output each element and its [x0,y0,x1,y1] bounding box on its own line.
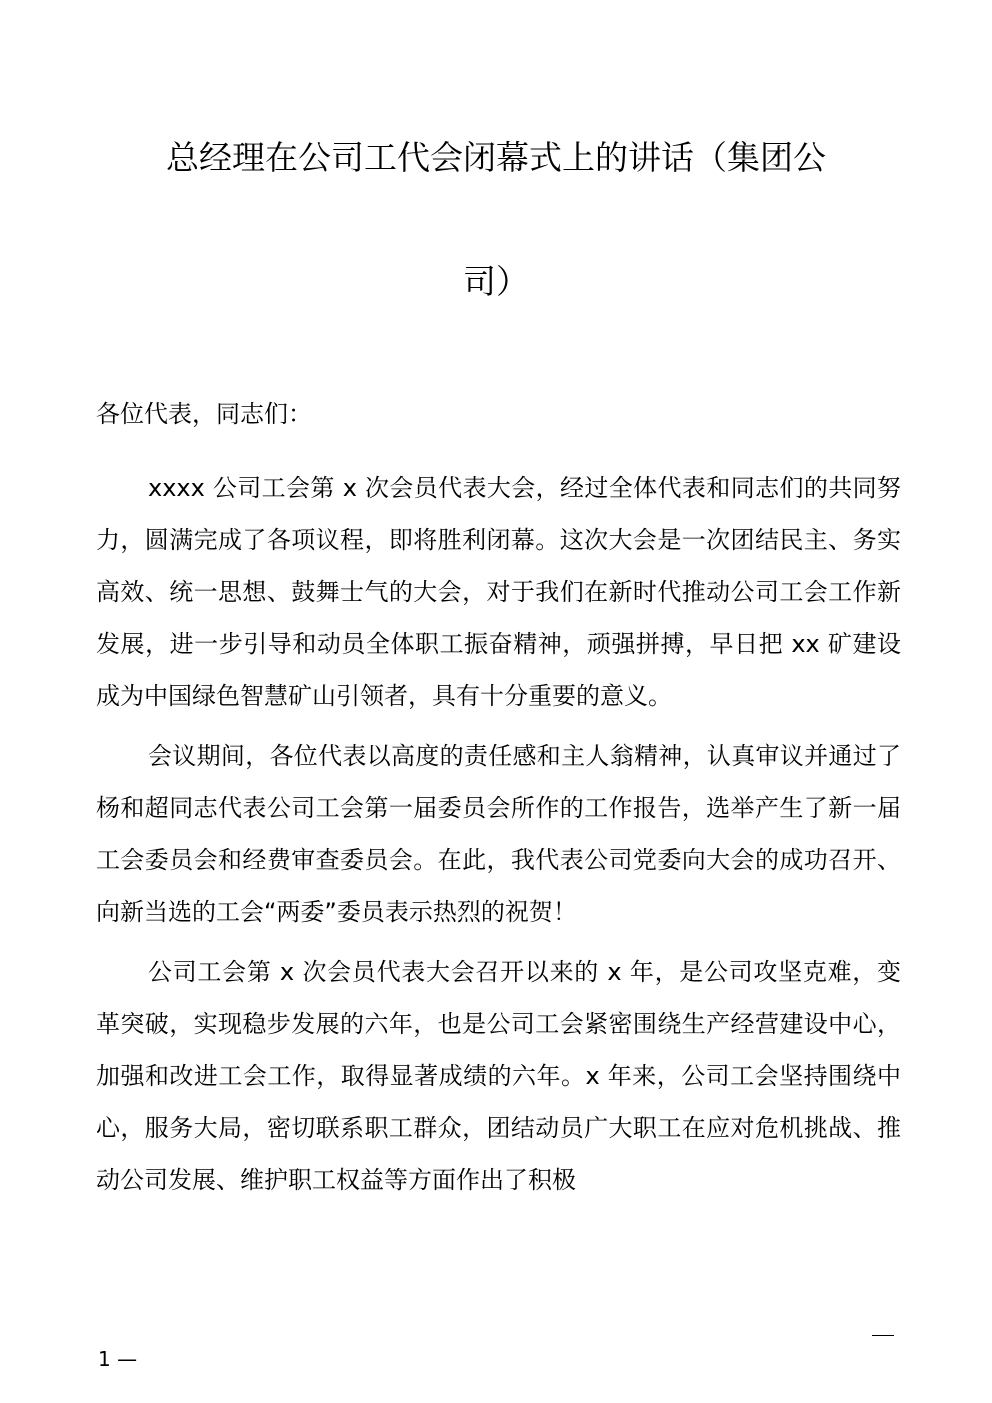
document-title-line-1: 总经理在公司工代会闭幕式上的讲话（集团公 [166,138,826,177]
paragraph-1: xxxx 公司工会第 x 次会员代表大会，经过全体代表和同志们的共同努力，圆满完成了各项议程，即将胜利闭幕。这次大会是一次团结民主、务实高效、统一思想、鼓舞士气的大会，对于我们在新时代推动公司工会工作新发展，进一步引导和动员全体职工振奋精神，顽强拼搏，早日把 xx 矿建设成为中国绿色智慧矿山引领者，具有十分重要的意义。 [96,474,901,710]
page-number: 1 — [98,1347,138,1371]
footer-rule [872,1335,894,1336]
document-body [96,462,901,1214]
salutation: 各位代表，同志们： [96,400,312,428]
paragraph-2: 会议期间，各位代表以高度的责任感和主人翁精神，认真审议并通过了杨和超同志代表公司工会第一届委员会所作的工作报告，选举产生了新一届工会委员会和经费审查委员会。在此，我代表公司党委向大会的成功召开、向新当选的工会“两委”委员表示热烈的祝贺！ [96,742,901,926]
paragraph-3: 公司工会第 x 次会员代表大会召开以来的 x 年，是公司攻坚克难，变革突破，实现稳步发展的六年，也是公司工会紧密围绕生产经营建设中心，加强和改进工会工作，取得显著成绩的六年。x 年来，公司工会坚持围绕中心，服务大局，密切联系职工群众，团结动员广大职工在应对危机挑战、推动公司发展、维护职工权益等方面作出了积极 [96,958,901,1194]
document-title-line-2: 司） [463,262,529,301]
